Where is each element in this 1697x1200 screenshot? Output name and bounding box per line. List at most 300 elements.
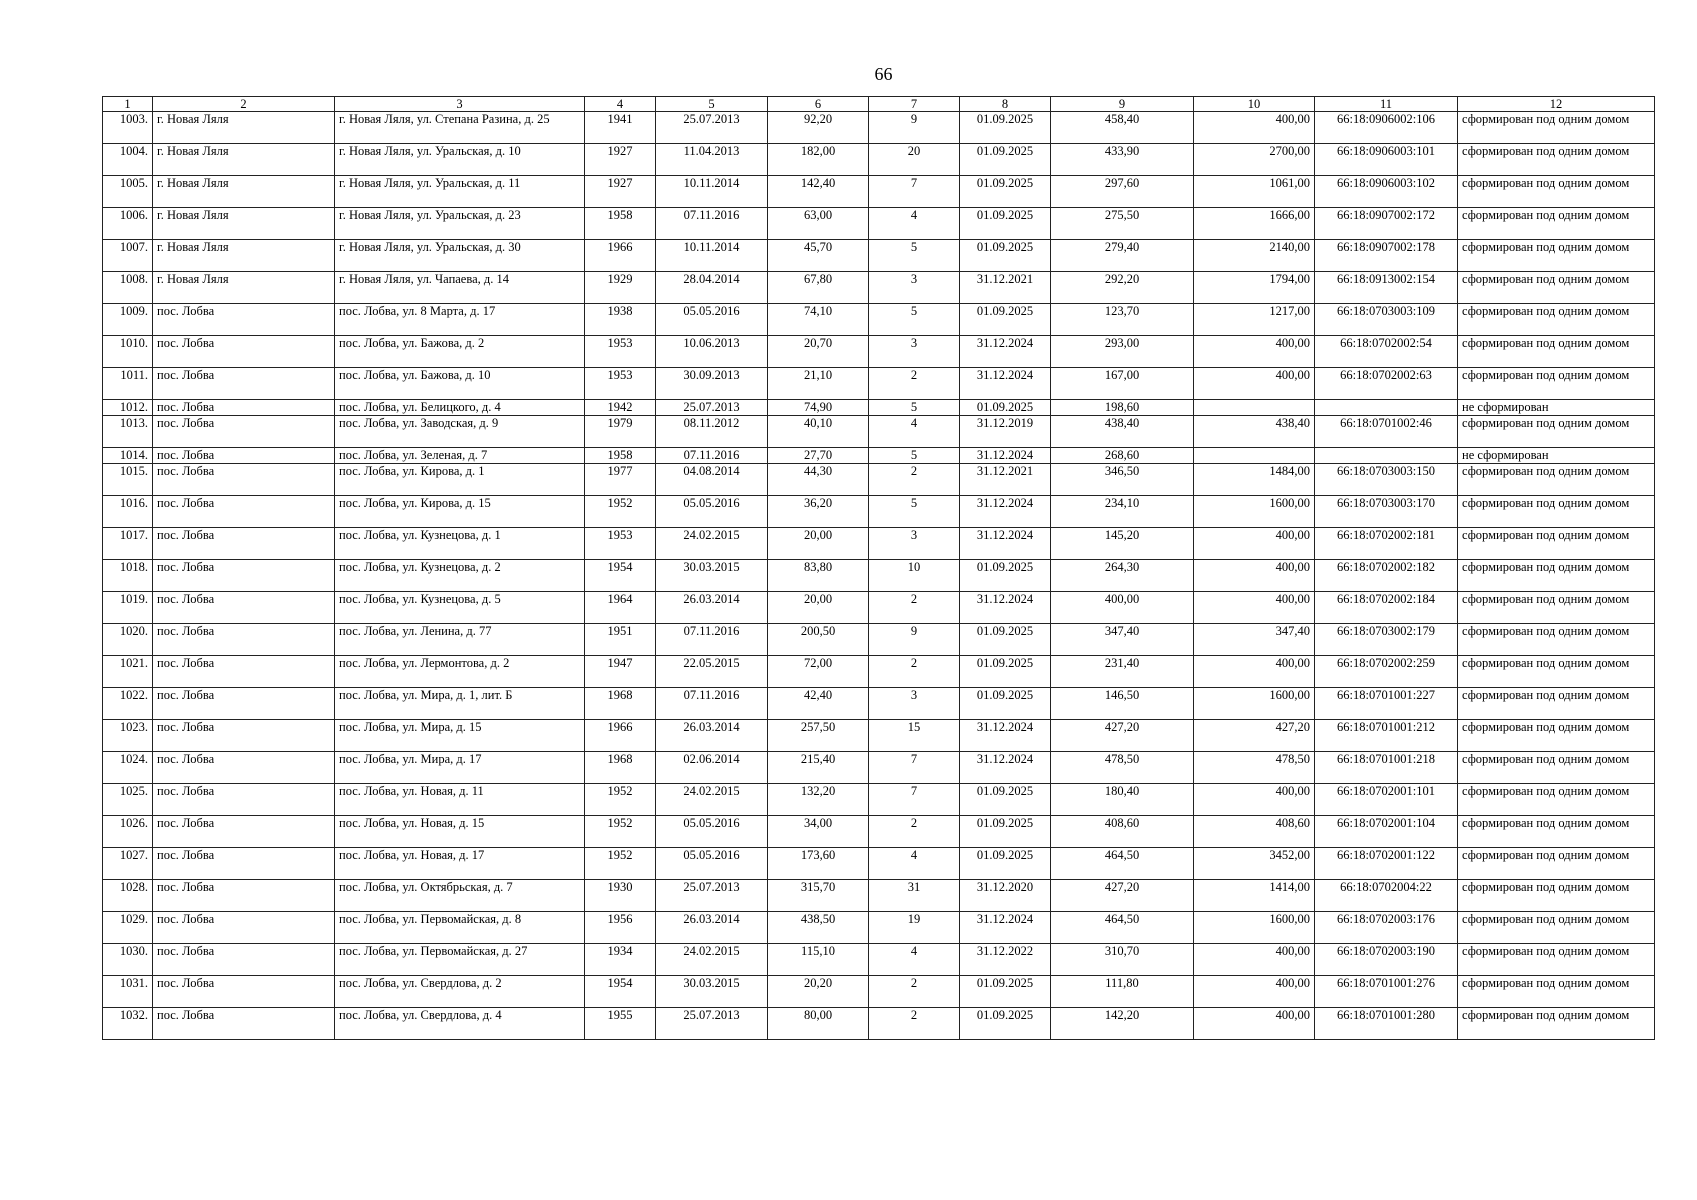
cell-settlement: г. Новая Ляля bbox=[153, 176, 335, 208]
table-row bbox=[103, 272, 1655, 304]
cell-year-built: 1979 bbox=[585, 416, 656, 448]
cell-deadline: 01.09.2025 bbox=[960, 688, 1051, 720]
cell-plot-area: 438,40 bbox=[1194, 416, 1315, 448]
cell-address: г. Новая Ляля, ул. Уральская, д. 30 bbox=[335, 240, 585, 272]
cell-settlement: пос. Лобва bbox=[153, 592, 335, 624]
cell-apartments: 15 bbox=[869, 720, 960, 752]
cell-year-built: 1966 bbox=[585, 240, 656, 272]
cell-land-area: 279,40 bbox=[1051, 240, 1194, 272]
table-row bbox=[103, 368, 1655, 400]
cell-land-area: 292,20 bbox=[1051, 272, 1194, 304]
column-header: 10 bbox=[1194, 97, 1315, 112]
cell-survey-date: 04.08.2014 bbox=[656, 464, 768, 496]
cell-survey-date: 08.11.2012 bbox=[656, 416, 768, 448]
cell-apartments: 3 bbox=[869, 272, 960, 304]
cell-area: 36,20 bbox=[768, 496, 869, 528]
cell-land-area: 142,20 bbox=[1051, 1008, 1194, 1040]
cell-land-area: 464,50 bbox=[1051, 848, 1194, 880]
cell-deadline: 01.09.2025 bbox=[960, 304, 1051, 336]
cell-area: 44,30 bbox=[768, 464, 869, 496]
cell-plot-area: 1217,00 bbox=[1194, 304, 1315, 336]
cell-address: г. Новая Ляля, ул. Степана Разина, д. 25 bbox=[335, 112, 585, 144]
cell-deadline: 01.09.2025 bbox=[960, 656, 1051, 688]
cell-deadline: 31.12.2024 bbox=[960, 448, 1051, 464]
cell-cadastral-number: 66:18:0702004:22 bbox=[1315, 880, 1458, 912]
cell-land-area: 408,60 bbox=[1051, 816, 1194, 848]
cell-settlement: пос. Лобва bbox=[153, 784, 335, 816]
cell-row-number: 1021. bbox=[103, 656, 153, 688]
table-row bbox=[103, 240, 1655, 272]
cell-cadastral-number: 66:18:0702002:63 bbox=[1315, 368, 1458, 400]
cell-apartments: 4 bbox=[869, 208, 960, 240]
cell-row-number: 1015. bbox=[103, 464, 153, 496]
table-row bbox=[103, 208, 1655, 240]
cell-row-number: 1026. bbox=[103, 816, 153, 848]
cell-plot-area: 400,00 bbox=[1194, 112, 1315, 144]
cell-plot-status: сформирован под одним домом bbox=[1458, 112, 1655, 144]
table-body bbox=[103, 112, 1655, 1040]
cell-address: пос. Лобва, ул. Свердлова, д. 4 bbox=[335, 1008, 585, 1040]
cell-address: пос. Лобва, ул. 8 Марта, д. 17 bbox=[335, 304, 585, 336]
cell-cadastral-number: 66:18:0701001:218 bbox=[1315, 752, 1458, 784]
cell-deadline: 31.12.2019 bbox=[960, 416, 1051, 448]
column-header: 9 bbox=[1051, 97, 1194, 112]
cell-land-area: 146,50 bbox=[1051, 688, 1194, 720]
cell-cadastral-number bbox=[1315, 448, 1458, 464]
cell-row-number: 1018. bbox=[103, 560, 153, 592]
cell-settlement: пос. Лобва bbox=[153, 624, 335, 656]
cell-year-built: 1956 bbox=[585, 912, 656, 944]
cell-area: 257,50 bbox=[768, 720, 869, 752]
cell-deadline: 31.12.2020 bbox=[960, 880, 1051, 912]
cell-land-area: 400,00 bbox=[1051, 592, 1194, 624]
cell-cadastral-number: 66:18:0906003:101 bbox=[1315, 144, 1458, 176]
cell-deadline: 01.09.2025 bbox=[960, 816, 1051, 848]
column-header: 12 bbox=[1458, 97, 1655, 112]
cell-cadastral-number: 66:18:0701001:212 bbox=[1315, 720, 1458, 752]
cell-deadline: 01.09.2025 bbox=[960, 848, 1051, 880]
cell-plot-status: сформирован под одним домом bbox=[1458, 1008, 1655, 1040]
cell-area: 20,20 bbox=[768, 976, 869, 1008]
cell-survey-date: 10.11.2014 bbox=[656, 240, 768, 272]
cell-deadline: 01.09.2025 bbox=[960, 400, 1051, 416]
cell-row-number: 1028. bbox=[103, 880, 153, 912]
cell-plot-area bbox=[1194, 400, 1315, 416]
cell-plot-status: сформирован под одним домом bbox=[1458, 176, 1655, 208]
cell-apartments: 3 bbox=[869, 528, 960, 560]
cell-survey-date: 30.03.2015 bbox=[656, 560, 768, 592]
cell-address: пос. Лобва, ул. Бажова, д. 2 bbox=[335, 336, 585, 368]
cell-year-built: 1952 bbox=[585, 784, 656, 816]
cell-cadastral-number: 66:18:0701001:276 bbox=[1315, 976, 1458, 1008]
cell-survey-date: 07.11.2016 bbox=[656, 688, 768, 720]
cell-plot-area: 1666,00 bbox=[1194, 208, 1315, 240]
cell-row-number: 1012. bbox=[103, 400, 153, 416]
cell-area: 438,50 bbox=[768, 912, 869, 944]
cell-address: пос. Лобва, ул. Ленина, д. 77 bbox=[335, 624, 585, 656]
cell-row-number: 1013. bbox=[103, 416, 153, 448]
cell-survey-date: 10.11.2014 bbox=[656, 176, 768, 208]
table-row bbox=[103, 528, 1655, 560]
cell-year-built: 1934 bbox=[585, 944, 656, 976]
cell-address: пос. Лобва, ул. Кирова, д. 15 bbox=[335, 496, 585, 528]
cell-survey-date: 26.03.2014 bbox=[656, 720, 768, 752]
cell-cadastral-number: 66:18:0702001:101 bbox=[1315, 784, 1458, 816]
cell-land-area: 433,90 bbox=[1051, 144, 1194, 176]
table-row bbox=[103, 944, 1655, 976]
cell-area: 182,00 bbox=[768, 144, 869, 176]
cell-year-built: 1968 bbox=[585, 752, 656, 784]
cell-land-area: 347,40 bbox=[1051, 624, 1194, 656]
cell-survey-date: 25.07.2013 bbox=[656, 112, 768, 144]
cell-plot-status: сформирован под одним домом bbox=[1458, 912, 1655, 944]
cell-plot-area: 1600,00 bbox=[1194, 496, 1315, 528]
cell-year-built: 1947 bbox=[585, 656, 656, 688]
cell-plot-area: 408,60 bbox=[1194, 816, 1315, 848]
cell-apartments: 3 bbox=[869, 688, 960, 720]
cell-address: пос. Лобва, ул. Новая, д. 15 bbox=[335, 816, 585, 848]
cell-cadastral-number: 66:18:0702002:259 bbox=[1315, 656, 1458, 688]
cell-area: 45,70 bbox=[768, 240, 869, 272]
cell-survey-date: 02.06.2014 bbox=[656, 752, 768, 784]
cell-row-number: 1027. bbox=[103, 848, 153, 880]
table-row bbox=[103, 1008, 1655, 1040]
cell-address: г. Новая Ляля, ул. Уральская, д. 10 bbox=[335, 144, 585, 176]
cell-address: пос. Лобва, ул. Мира, д. 1, лит. Б bbox=[335, 688, 585, 720]
cell-settlement: пос. Лобва bbox=[153, 880, 335, 912]
cell-survey-date: 07.11.2016 bbox=[656, 208, 768, 240]
cell-address: пос. Лобва, ул. Кузнецова, д. 5 bbox=[335, 592, 585, 624]
cell-apartments: 10 bbox=[869, 560, 960, 592]
cell-cadastral-number: 66:18:0702003:176 bbox=[1315, 912, 1458, 944]
cell-cadastral-number: 66:18:0701002:46 bbox=[1315, 416, 1458, 448]
cell-address: пос. Лобва, ул. Октябрьская, д. 7 bbox=[335, 880, 585, 912]
cell-settlement: пос. Лобва bbox=[153, 912, 335, 944]
cell-area: 42,40 bbox=[768, 688, 869, 720]
column-header: 7 bbox=[869, 97, 960, 112]
cell-area: 40,10 bbox=[768, 416, 869, 448]
cell-plot-status: сформирован под одним домом bbox=[1458, 240, 1655, 272]
cell-land-area: 167,00 bbox=[1051, 368, 1194, 400]
cell-cadastral-number bbox=[1315, 400, 1458, 416]
cell-apartments: 9 bbox=[869, 624, 960, 656]
cell-year-built: 1955 bbox=[585, 1008, 656, 1040]
cell-area: 27,70 bbox=[768, 448, 869, 464]
column-header: 11 bbox=[1315, 97, 1458, 112]
cell-row-number: 1014. bbox=[103, 448, 153, 464]
cell-cadastral-number: 66:18:0701001:227 bbox=[1315, 688, 1458, 720]
cell-settlement: г. Новая Ляля bbox=[153, 208, 335, 240]
cell-survey-date: 26.03.2014 bbox=[656, 592, 768, 624]
cell-year-built: 1977 bbox=[585, 464, 656, 496]
cell-apartments: 7 bbox=[869, 176, 960, 208]
cell-survey-date: 05.05.2016 bbox=[656, 848, 768, 880]
cell-year-built: 1938 bbox=[585, 304, 656, 336]
cell-cadastral-number: 66:18:0703003:150 bbox=[1315, 464, 1458, 496]
table-row bbox=[103, 304, 1655, 336]
cell-year-built: 1958 bbox=[585, 448, 656, 464]
cell-apartments: 2 bbox=[869, 816, 960, 848]
cell-year-built: 1958 bbox=[585, 208, 656, 240]
cell-survey-date: 25.07.2013 bbox=[656, 1008, 768, 1040]
cell-area: 21,10 bbox=[768, 368, 869, 400]
table-row bbox=[103, 656, 1655, 688]
cell-apartments: 31 bbox=[869, 880, 960, 912]
table-row bbox=[103, 784, 1655, 816]
cell-year-built: 1952 bbox=[585, 816, 656, 848]
housing-table bbox=[102, 96, 1655, 1040]
table-row bbox=[103, 720, 1655, 752]
cell-plot-area: 400,00 bbox=[1194, 976, 1315, 1008]
cell-plot-status: не сформирован bbox=[1458, 448, 1655, 464]
cell-plot-area: 478,50 bbox=[1194, 752, 1315, 784]
cell-cadastral-number: 66:18:0906003:102 bbox=[1315, 176, 1458, 208]
table-row bbox=[103, 176, 1655, 208]
cell-plot-area: 1600,00 bbox=[1194, 912, 1315, 944]
cell-land-area: 180,40 bbox=[1051, 784, 1194, 816]
cell-plot-area: 400,00 bbox=[1194, 592, 1315, 624]
cell-deadline: 01.09.2025 bbox=[960, 208, 1051, 240]
cell-settlement: пос. Лобва bbox=[153, 448, 335, 464]
cell-survey-date: 05.05.2016 bbox=[656, 496, 768, 528]
cell-survey-date: 22.05.2015 bbox=[656, 656, 768, 688]
cell-address: пос. Лобва, ул. Кузнецова, д. 2 bbox=[335, 560, 585, 592]
column-header: 8 bbox=[960, 97, 1051, 112]
cell-plot-area: 400,00 bbox=[1194, 368, 1315, 400]
cell-plot-area: 1794,00 bbox=[1194, 272, 1315, 304]
table-row bbox=[103, 416, 1655, 448]
cell-address: пос. Лобва, ул. Первомайская, д. 8 bbox=[335, 912, 585, 944]
cell-apartments: 4 bbox=[869, 848, 960, 880]
column-header: 1 bbox=[103, 97, 153, 112]
cell-area: 63,00 bbox=[768, 208, 869, 240]
cell-year-built: 1927 bbox=[585, 176, 656, 208]
cell-settlement: пос. Лобва bbox=[153, 848, 335, 880]
cell-settlement: пос. Лобва bbox=[153, 720, 335, 752]
table-row bbox=[103, 624, 1655, 656]
cell-address: г. Новая Ляля, ул. Уральская, д. 11 bbox=[335, 176, 585, 208]
cell-deadline: 31.12.2022 bbox=[960, 944, 1051, 976]
cell-row-number: 1011. bbox=[103, 368, 153, 400]
cell-settlement: пос. Лобва bbox=[153, 944, 335, 976]
table-row bbox=[103, 816, 1655, 848]
cell-year-built: 1966 bbox=[585, 720, 656, 752]
cell-plot-status: сформирован под одним домом bbox=[1458, 208, 1655, 240]
table-row bbox=[103, 880, 1655, 912]
cell-deadline: 01.09.2025 bbox=[960, 176, 1051, 208]
cell-deadline: 31.12.2021 bbox=[960, 272, 1051, 304]
cell-land-area: 198,60 bbox=[1051, 400, 1194, 416]
cell-deadline: 31.12.2024 bbox=[960, 752, 1051, 784]
table-row bbox=[103, 464, 1655, 496]
cell-cadastral-number: 66:18:0702001:104 bbox=[1315, 816, 1458, 848]
cell-survey-date: 24.02.2015 bbox=[656, 528, 768, 560]
cell-area: 74,90 bbox=[768, 400, 869, 416]
cell-area: 315,70 bbox=[768, 880, 869, 912]
cell-plot-area: 1600,00 bbox=[1194, 688, 1315, 720]
table-row bbox=[103, 560, 1655, 592]
cell-land-area: 111,80 bbox=[1051, 976, 1194, 1008]
cell-survey-date: 07.11.2016 bbox=[656, 448, 768, 464]
cell-row-number: 1023. bbox=[103, 720, 153, 752]
cell-apartments: 19 bbox=[869, 912, 960, 944]
cell-plot-status: сформирован под одним домом bbox=[1458, 368, 1655, 400]
cell-apartments: 9 bbox=[869, 112, 960, 144]
cell-plot-status: сформирован под одним домом bbox=[1458, 336, 1655, 368]
cell-land-area: 231,40 bbox=[1051, 656, 1194, 688]
cell-land-area: 264,30 bbox=[1051, 560, 1194, 592]
table-row bbox=[103, 688, 1655, 720]
cell-year-built: 1941 bbox=[585, 112, 656, 144]
cell-apartments: 5 bbox=[869, 304, 960, 336]
cell-cadastral-number: 66:18:0906002:106 bbox=[1315, 112, 1458, 144]
cell-settlement: г. Новая Ляля bbox=[153, 144, 335, 176]
cell-survey-date: 24.02.2015 bbox=[656, 784, 768, 816]
cell-row-number: 1010. bbox=[103, 336, 153, 368]
cell-plot-area: 2140,00 bbox=[1194, 240, 1315, 272]
cell-address: пос. Лобва, ул. Заводская, д. 9 bbox=[335, 416, 585, 448]
table-row bbox=[103, 400, 1655, 416]
cell-cadastral-number: 66:18:0907002:172 bbox=[1315, 208, 1458, 240]
table-row bbox=[103, 144, 1655, 176]
cell-apartments: 7 bbox=[869, 752, 960, 784]
cell-settlement: пос. Лобва bbox=[153, 496, 335, 528]
cell-row-number: 1006. bbox=[103, 208, 153, 240]
cell-plot-status: сформирован под одним домом bbox=[1458, 688, 1655, 720]
cell-year-built: 1942 bbox=[585, 400, 656, 416]
table-header-row bbox=[103, 97, 1655, 112]
cell-row-number: 1003. bbox=[103, 112, 153, 144]
cell-area: 200,50 bbox=[768, 624, 869, 656]
cell-row-number: 1024. bbox=[103, 752, 153, 784]
cell-settlement: пос. Лобва bbox=[153, 368, 335, 400]
cell-year-built: 1964 bbox=[585, 592, 656, 624]
cell-settlement: г. Новая Ляля bbox=[153, 112, 335, 144]
cell-settlement: пос. Лобва bbox=[153, 416, 335, 448]
cell-plot-status: сформирован под одним домом bbox=[1458, 528, 1655, 560]
cell-year-built: 1954 bbox=[585, 560, 656, 592]
cell-apartments: 2 bbox=[869, 1008, 960, 1040]
cell-address: пос. Лобва, ул. Свердлова, д. 2 bbox=[335, 976, 585, 1008]
cell-plot-status: сформирован под одним домом bbox=[1458, 464, 1655, 496]
cell-address: пос. Лобва, ул. Кузнецова, д. 1 bbox=[335, 528, 585, 560]
cell-row-number: 1025. bbox=[103, 784, 153, 816]
cell-plot-area: 347,40 bbox=[1194, 624, 1315, 656]
cell-address: пос. Лобва, ул. Первомайская, д. 27 bbox=[335, 944, 585, 976]
cell-plot-status: сформирован под одним домом bbox=[1458, 816, 1655, 848]
cell-settlement: пос. Лобва bbox=[153, 976, 335, 1008]
cell-settlement: пос. Лобва bbox=[153, 1008, 335, 1040]
cell-deadline: 01.09.2025 bbox=[960, 1008, 1051, 1040]
cell-year-built: 1953 bbox=[585, 368, 656, 400]
cell-row-number: 1007. bbox=[103, 240, 153, 272]
cell-plot-area: 400,00 bbox=[1194, 528, 1315, 560]
cell-survey-date: 07.11.2016 bbox=[656, 624, 768, 656]
table-row bbox=[103, 848, 1655, 880]
cell-cadastral-number: 66:18:0702002:184 bbox=[1315, 592, 1458, 624]
cell-apartments: 5 bbox=[869, 240, 960, 272]
cell-plot-area: 400,00 bbox=[1194, 560, 1315, 592]
cell-apartments: 2 bbox=[869, 656, 960, 688]
cell-address: пос. Лобва, ул. Мира, д. 15 bbox=[335, 720, 585, 752]
cell-plot-status: сформирован под одним домом bbox=[1458, 560, 1655, 592]
cell-apartments: 5 bbox=[869, 400, 960, 416]
cell-settlement: пос. Лобва bbox=[153, 752, 335, 784]
cell-cadastral-number: 66:18:0702002:181 bbox=[1315, 528, 1458, 560]
cell-plot-area bbox=[1194, 448, 1315, 464]
cell-plot-area: 1484,00 bbox=[1194, 464, 1315, 496]
cell-year-built: 1952 bbox=[585, 496, 656, 528]
cell-land-area: 458,40 bbox=[1051, 112, 1194, 144]
cell-deadline: 31.12.2024 bbox=[960, 592, 1051, 624]
cell-plot-area: 1414,00 bbox=[1194, 880, 1315, 912]
cell-row-number: 1005. bbox=[103, 176, 153, 208]
cell-plot-status: сформирован под одним домом bbox=[1458, 304, 1655, 336]
cell-survey-date: 30.09.2013 bbox=[656, 368, 768, 400]
cell-plot-status: сформирован под одним домом bbox=[1458, 144, 1655, 176]
table-row bbox=[103, 496, 1655, 528]
cell-cadastral-number: 66:18:0703002:179 bbox=[1315, 624, 1458, 656]
cell-row-number: 1031. bbox=[103, 976, 153, 1008]
cell-deadline: 31.12.2024 bbox=[960, 720, 1051, 752]
cell-area: 215,40 bbox=[768, 752, 869, 784]
column-header: 3 bbox=[335, 97, 585, 112]
cell-plot-status: сформирован под одним домом bbox=[1458, 624, 1655, 656]
cell-apartments: 2 bbox=[869, 976, 960, 1008]
cell-deadline: 01.09.2025 bbox=[960, 112, 1051, 144]
cell-plot-status: сформирован под одним домом bbox=[1458, 720, 1655, 752]
cell-apartments: 5 bbox=[869, 496, 960, 528]
cell-cadastral-number: 66:18:0702003:190 bbox=[1315, 944, 1458, 976]
cell-land-area: 346,50 bbox=[1051, 464, 1194, 496]
cell-address: пос. Лобва, ул. Лермонтова, д. 2 bbox=[335, 656, 585, 688]
cell-deadline: 01.09.2025 bbox=[960, 624, 1051, 656]
cell-survey-date: 11.04.2013 bbox=[656, 144, 768, 176]
cell-row-number: 1017. bbox=[103, 528, 153, 560]
cell-year-built: 1968 bbox=[585, 688, 656, 720]
cell-area: 67,80 bbox=[768, 272, 869, 304]
cell-apartments: 2 bbox=[869, 464, 960, 496]
cell-address: пос. Лобва, ул. Кирова, д. 1 bbox=[335, 464, 585, 496]
table-row bbox=[103, 912, 1655, 944]
cell-settlement: пос. Лобва bbox=[153, 528, 335, 560]
column-header: 5 bbox=[656, 97, 768, 112]
cell-address: г. Новая Ляля, ул. Уральская, д. 23 bbox=[335, 208, 585, 240]
table-row bbox=[103, 752, 1655, 784]
cell-deadline: 01.09.2025 bbox=[960, 976, 1051, 1008]
table-row bbox=[103, 112, 1655, 144]
cell-year-built: 1952 bbox=[585, 848, 656, 880]
cell-cadastral-number: 66:18:0703003:170 bbox=[1315, 496, 1458, 528]
cell-settlement: пос. Лобва bbox=[153, 336, 335, 368]
cell-survey-date: 05.05.2016 bbox=[656, 304, 768, 336]
cell-address: пос. Лобва, ул. Мира, д. 17 bbox=[335, 752, 585, 784]
cell-deadline: 31.12.2024 bbox=[960, 528, 1051, 560]
cell-land-area: 234,10 bbox=[1051, 496, 1194, 528]
cell-land-area: 123,70 bbox=[1051, 304, 1194, 336]
cell-settlement: г. Новая Ляля bbox=[153, 272, 335, 304]
cell-settlement: пос. Лобва bbox=[153, 816, 335, 848]
cell-land-area: 145,20 bbox=[1051, 528, 1194, 560]
cell-cadastral-number: 66:18:0913002:154 bbox=[1315, 272, 1458, 304]
cell-plot-area: 400,00 bbox=[1194, 1008, 1315, 1040]
cell-year-built: 1954 bbox=[585, 976, 656, 1008]
cell-settlement: пос. Лобва bbox=[153, 304, 335, 336]
cell-apartments: 5 bbox=[869, 448, 960, 464]
cell-cadastral-number: 66:18:0701001:280 bbox=[1315, 1008, 1458, 1040]
cell-deadline: 01.09.2025 bbox=[960, 560, 1051, 592]
cell-deadline: 31.12.2021 bbox=[960, 464, 1051, 496]
